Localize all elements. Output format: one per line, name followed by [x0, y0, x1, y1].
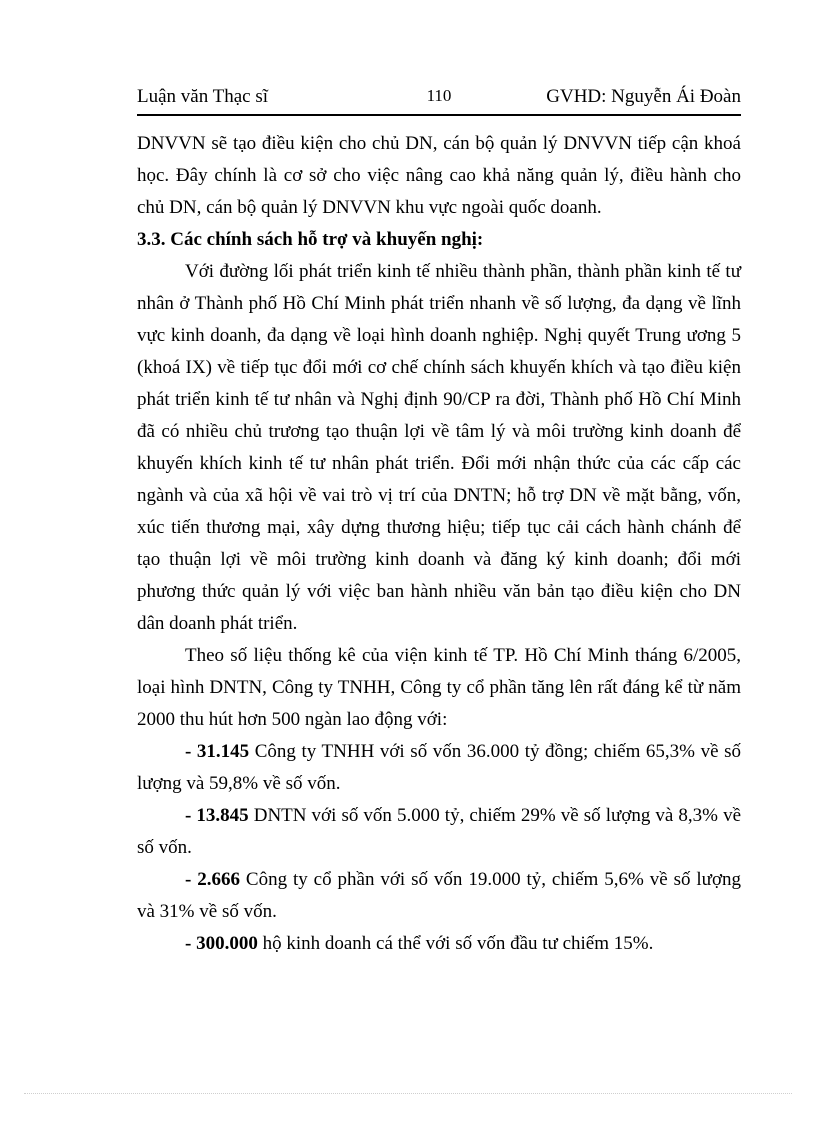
list-item-text: Công ty TNHH với số vốn 36.000 tỷ đồng; chiếm 65,3% về số lượng và 59,8% về số vốn.	[137, 741, 742, 794]
header-thesis-label: Luận văn Thạc sĩ	[137, 86, 269, 107]
document-body	[137, 128, 741, 960]
paragraph-policy: Với đường lối phát triển kinh tế nhiều thành phần, thành phần kinh tế tư nhân ở Thành phố Hồ Chí Minh phát triển nhanh về số lượng, đa dạng về lĩnh vực kinh doanh, đa dạng về loại hình doanh nghiệp. Nghị quyết Trung ương 5 (khoá IX) về tiếp tục đổi mới cơ chế chính sách khuyến khích và tạo điều kiện phát triển kinh tế tư nhân và Nghị định 90/CP ra đời, Thành phố Hồ Chí Minh đã có nhiều chủ trương tạo thuận lợi về tâm lý và môi trường kinh doanh để khuyến khích kinh tế tư nhân phát triển. Đổi mới nhận thức của các cấp các ngành và của xã hội về vai trò vị trí của DNTN; hỗ trợ DN về mặt bằng, vốn, xúc tiến thương mại, xây dựng thương hiệu; tiếp tục cải cách hành chánh để tạo thuận lợi về môi trường kinh doanh và đăng ký kinh doanh; đổi mới phương thức quản lý với việc ban hành nhiều văn bản tạo điều kiện cho DN dân doanh phát triển.	[137, 261, 741, 634]
list-item-lead: - 31.145	[185, 741, 250, 762]
intro-paragraph: DNVVN sẽ tạo điều kiện cho chủ DN, cán bộ quản lý DNVVN tiếp cận khoá học. Đây chính là cơ sở cho việc nâng cao khả năng quản lý, điều hành cho chủ DN, cán bộ quản lý DNVVN khu vực ngoài quốc doanh.	[137, 133, 741, 218]
page-header	[137, 84, 741, 116]
list-item-lead: - 2.666	[185, 869, 240, 890]
header-advisor: GVHD: Nguyễn Ái Đoàn	[546, 86, 741, 107]
page-bottom-divider	[24, 1093, 792, 1094]
list-item	[137, 864, 741, 928]
list-item-text: DNTN với số vốn 5.000 tỷ, chiếm 29% về số lượng và 8,3% về số vốn.	[137, 805, 742, 858]
list-item	[137, 736, 741, 800]
page-number: 110	[426, 86, 452, 105]
list-item-text: Công ty cổ phần với số vốn 19.000 tỷ, chiếm 5,6% về số lượng và 31% về số vốn.	[137, 869, 742, 922]
list-item	[137, 928, 741, 960]
list-item-text: hộ kinh doanh cá thể với số vốn đầu tư chiếm 15%.	[257, 933, 654, 954]
list-item-lead: - 300.000	[185, 933, 258, 954]
section-heading: 3.3. Các chính sách hỗ trợ và khuyến nghị:	[137, 229, 484, 250]
list-item	[137, 800, 741, 864]
list-item-lead: - 13.845	[185, 805, 249, 826]
paragraph-statistics: Theo số liệu thống kê của viện kinh tế TP. Hồ Chí Minh tháng 6/2005, loại hình DNTN, Công ty TNHH, Công ty cổ phần tăng lên rất đáng kể từ năm 2000 thu hút hơn 500 ngàn lao động với:	[137, 645, 741, 730]
